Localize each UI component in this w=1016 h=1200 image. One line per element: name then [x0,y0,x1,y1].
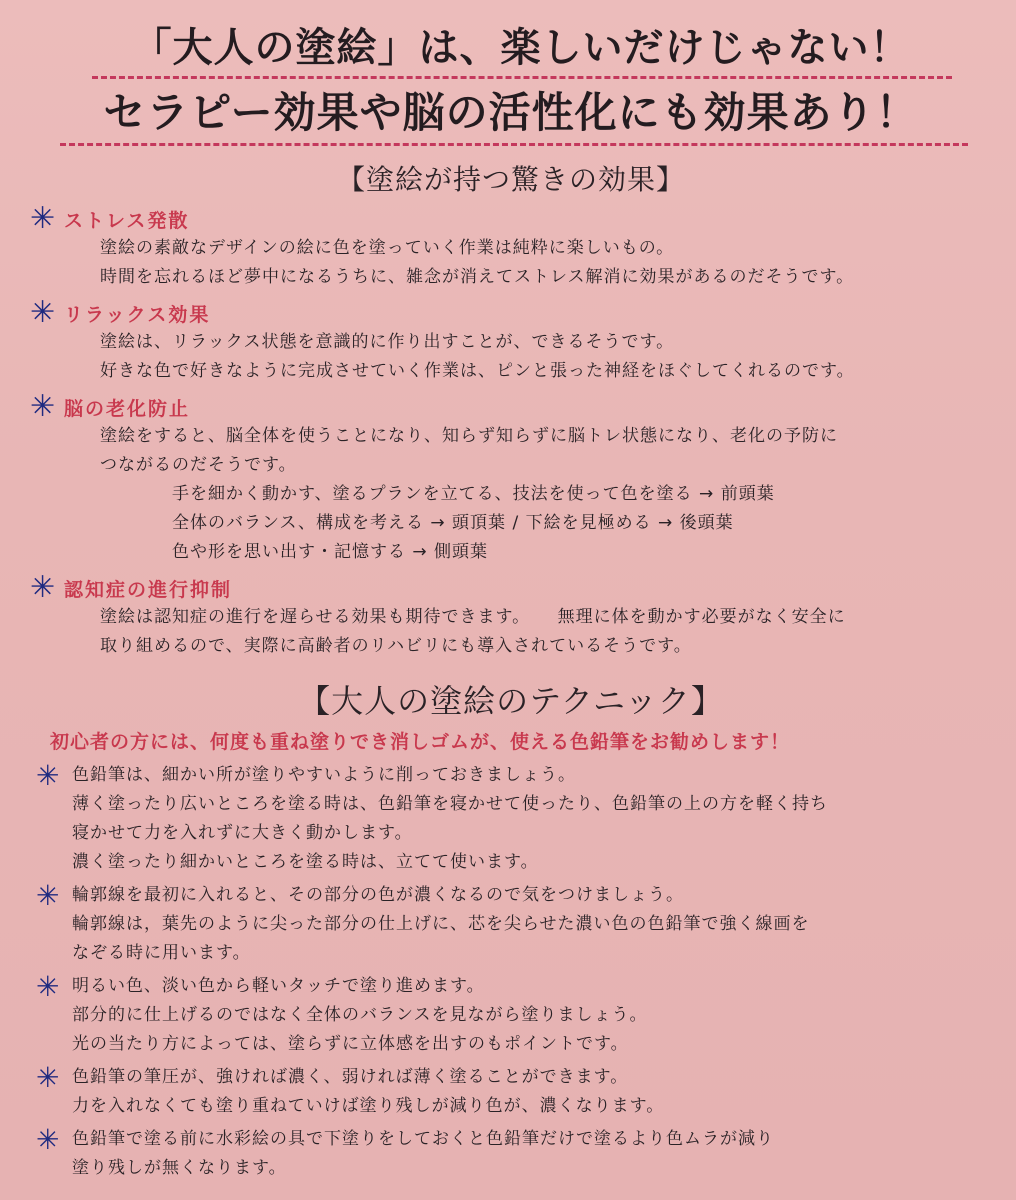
asterisk-icon: ✳ [36,1061,61,1094]
headline-underline-2 [60,143,968,146]
beginner-notice: 初心者の方には、何度も重ね塗りでき消しゴムが、使える色鉛筆をお勧めします！ [50,731,791,753]
effect-text-line: 時間を忘れるほど夢中になるうちに、雑念が消えてストレス解消に効果があるのだそうです。 [100,267,855,287]
asterisk-icon: ✳ [36,1123,61,1156]
tip-text: 明るい色、淡い色から軽いタッチで塗り進めます。 [72,976,485,996]
brain-region-line: 全体のバランス、構成を考える → 頭頂葉 / 下絵を見極める → 後頭葉 [172,513,734,533]
effect-text-line: 塗絵の素敵なデザインの絵に色を塗っていく作業は純粋に楽しいもの。 [100,238,675,258]
asterisk-icon: ✳ [36,879,61,912]
effect-text-line: 塗絵は認知症の進行を遅らせる効果も期待できます。 無理に体を動かす必要がなく安全に [100,607,846,627]
asterisk-icon: ✳ [36,759,61,792]
effects-list [30,201,992,661]
effect-header [30,201,992,236]
effect-title: 認知症の進行抑制 [64,578,233,601]
effect-text-line: つながるのだそうです。 [100,455,297,475]
headline-line-1: 「大人の塗絵」は、楽しいだけじゃない！ [131,25,911,71]
tip-item [30,881,992,968]
tip-first-line [30,972,992,1001]
tip-item [30,1125,992,1183]
tips-list [30,761,992,1183]
asterisk-icon: ✳ [30,389,56,424]
effect-text-line: 好きな色で好きなように完成させていく作業は、ピンと張った神経をほぐしてくれるのです。 [100,361,855,381]
effect-header [30,295,992,330]
tip-text: 色鉛筆は、細かい所が塗りやすいように削っておきましょう。 [72,765,576,785]
effects-section-title: 【塗絵が持つ驚きの効果】 [336,163,685,196]
tip-first-line [30,1063,992,1092]
tip-first-line [30,761,992,790]
tip-text: なぞる時に用います。 [72,943,251,963]
brain-region-line: 手を細かく動かす、塗るプランを立てる、技法を使って色を塗る → 前頭葉 [172,484,775,504]
tip-text: 力を入れなくても塗り重ねていけば塗り残しが減り色が、濃くなります。 [72,1096,665,1116]
effect-title: 脳の老化防止 [64,397,191,420]
tip-text: 色鉛筆で塗る前に水彩絵の具で下塗りをしておくと色鉛筆だけで塗るより色ムラが減り [72,1129,774,1149]
effect-text-line: 取り組めるので、実際に高齢者のリハビリにも導入されているそうです。 [100,636,692,656]
tip-first-line [30,1125,992,1154]
effect-item [30,201,992,292]
effect-text-line: 塗絵をすると、脳全体を使うことになり、知らず知らずに脳トレ状態になり、老化の予防に [100,426,838,446]
tip-text: 濃く塗ったり細かいところを塗る時は、立てて使います。 [72,852,539,872]
effect-item [30,295,992,386]
tip-item [30,972,992,1059]
tip-text: 寝かせて力を入れずに大きく動かします。 [72,823,413,843]
asterisk-icon: ✳ [36,970,61,1003]
effect-header [30,389,992,424]
asterisk-icon: ✳ [30,570,56,605]
headline-underline-1 [92,76,952,79]
effect-title: リラックス効果 [64,303,211,326]
asterisk-icon: ✳ [30,295,56,330]
effect-text-line: 塗絵は、リラックス状態を意識的に作り出すことが、できるそうです。 [100,332,675,352]
tip-text: 塗り残しが無くなります。 [72,1158,287,1178]
tip-text: 光の当たり方によっては、塗らずに立体感を出すのもポイントです。 [72,1034,629,1054]
brain-region-line: 色や形を思い出す・記憶する → 側頭葉 [172,542,489,562]
technique-section-title: 【大人の塗絵のテクニック】 [298,682,724,720]
tip-item [30,1063,992,1121]
effect-header [30,570,992,605]
asterisk-icon: ✳ [30,201,56,236]
effect-title: ストレス発散 [64,209,190,232]
tip-first-line [30,881,992,910]
tip-text: 色鉛筆の筆圧が、強ければ濃く、弱ければ薄く塗ることができます。 [72,1067,629,1087]
tip-text: 輪郭線を最初に入れると、その部分の色が濃くなるので気をつけましょう。 [72,885,684,905]
tip-text: 部分的に仕上げるのではなく全体のバランスを見ながら塗りましょう。 [72,1005,648,1025]
tip-item [30,761,992,877]
tip-text: 輪郭線は，葉先のように尖った部分の仕上げに、芯を尖らせた濃い色の色鉛筆で強く線画を [72,914,810,934]
tip-text: 薄く塗ったり広いところを塗る時は、色鉛筆を寝かせて使ったり、色鉛筆の上の方を軽く持ち [72,794,828,814]
headline-line-2: セラピー効果や脳の活性化にも効果あり！ [103,88,919,137]
effect-item [30,389,992,567]
effect-item [30,570,992,661]
